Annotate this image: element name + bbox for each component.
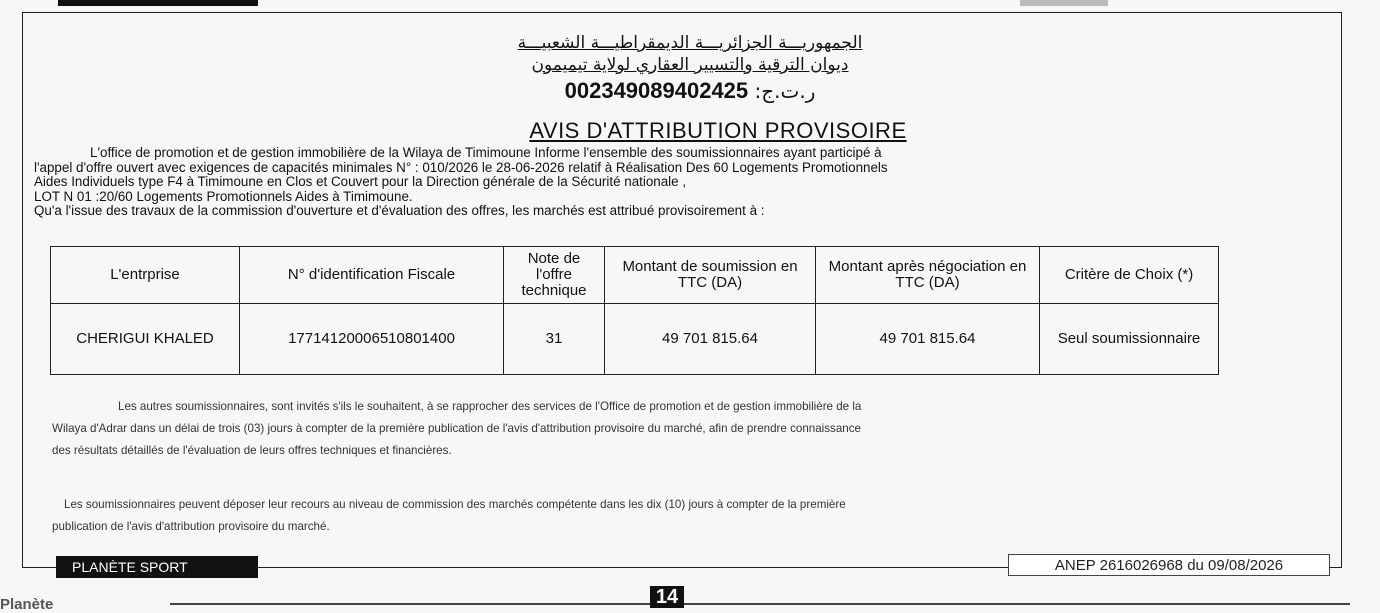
intro-line: l'appel d'offre ouvert avec exigences de capacités minimales N° : 010/2026 le 28-06-2026 relatif à Réalisation Des 60 Logements Promotionnels xyxy=(34,159,888,175)
intro-line: L'office de promotion et de gestion immobilière de la Wilaya de Timimoune Informe l'ensemble des soumissionnaires ayant participé à xyxy=(90,145,882,160)
paragraph-line: publication de l'avis d'attribution provisoire du marché. xyxy=(52,520,330,533)
header-republic: الجمهوريـــة الجزائريـــة الديمقراطيـــة الشعبيـــة xyxy=(517,33,863,53)
header-negotiated-amount: Montant après négociation en TTC (DA) xyxy=(816,247,1040,304)
paragraph-line: Les soumissionnaires peuvent déposer leur recours au niveau de commission des marchés compétente dans les dix (10) jours à compter de la première xyxy=(64,498,846,511)
cell-negotiated-amount: 49 701 815.64 xyxy=(816,304,1040,375)
cell-selection-criterion: Seul soumissionnaire xyxy=(1040,304,1219,375)
planete-logo: Planète xyxy=(0,596,54,613)
intro-line: LOT N 01 :20/60 Logements Promotionnels Aides à Timimoune. xyxy=(34,188,413,204)
intro-line: Qu'a l'issue des travaux de la commission d'ouverture et d'évaluation des offres, les marchés est attribué provisoirement à : xyxy=(34,203,765,218)
header-nif xyxy=(0,78,1380,104)
nif-number: 002349089402425 xyxy=(564,78,749,103)
other-bidders-paragraph xyxy=(52,396,1342,462)
header-bid-amount: Montant de soumission en TTC (DA) xyxy=(605,247,816,304)
table-header-row xyxy=(51,247,1219,304)
header-office: ديوان الترقية والتسيير العقاري لولاية تيميمون xyxy=(531,55,849,75)
cell-bid-amount: 49 701 815.64 xyxy=(605,304,816,375)
header-technical-score: Note de l'offre technique xyxy=(504,247,605,304)
top-rule-left xyxy=(58,0,258,6)
intro-line: Aides Individuels type F4 à Timimoune en Clos et Couvert pour la Direction générale de la Sécurité nationale , xyxy=(34,174,687,189)
paragraph-line: des résultats détaillés de l'évaluation de leurs offres techniques et financières. xyxy=(52,444,452,457)
paragraph-line: Les autres soumissionnaires, sont invités s'ils le souhaitent, à se rapprocher des services de l'Office de promotion et de gestion immobilière de la xyxy=(118,400,862,413)
paragraph-line: Wilaya d'Adrar dans un délai de trois (03) jours à compter de la première publication de l'avis d'attribution provisoire du marché, afin de prendre connaissance xyxy=(52,422,861,435)
page-number: 14 xyxy=(650,586,684,608)
attribution-table xyxy=(50,246,1219,375)
notice-title: AVIS D'ATTRIBUTION PROVISOIRE xyxy=(529,118,907,143)
footer-rule xyxy=(170,603,1350,605)
top-rule-right xyxy=(1020,0,1108,6)
header-selection-criterion: Critère de Choix (*) xyxy=(1040,247,1219,304)
section-label: PLANÈTE SPORT xyxy=(56,556,258,578)
cell-technical-score: 31 xyxy=(504,304,605,375)
intro-paragraph xyxy=(34,146,1344,219)
header-company: L'entrprise xyxy=(51,247,240,304)
cell-company: CHERIGUI KHALED xyxy=(51,304,240,375)
nif-label: ر.ت.ج: xyxy=(754,79,816,103)
appeal-paragraph xyxy=(52,494,1342,538)
header-nif: N° d'identification Fiscale xyxy=(240,247,504,304)
table-row xyxy=(51,304,1219,375)
cell-nif: 17714120006510801400 xyxy=(240,304,504,375)
anep-reference: ANEP 2616026968 du 09/08/2026 xyxy=(1008,554,1330,576)
